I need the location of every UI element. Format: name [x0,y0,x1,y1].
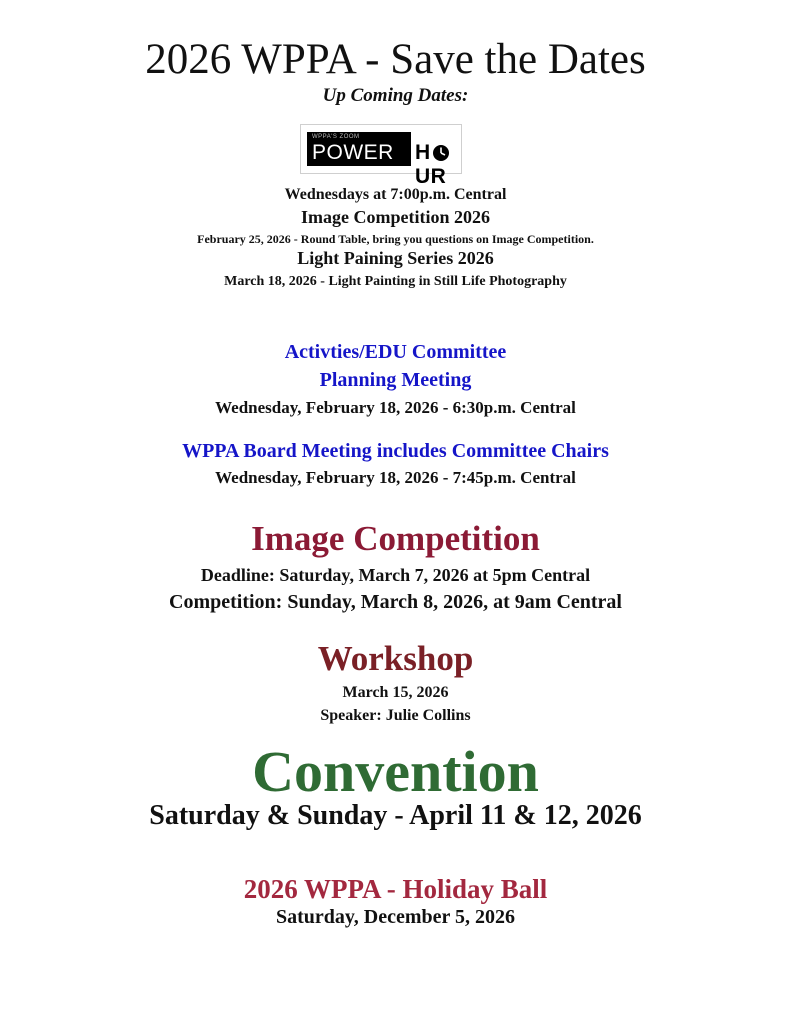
page-title: 2026 WPPA - Save the Dates [145,36,646,83]
power-hour-schedule: Wednesdays at 7:00p.m. Central [284,186,507,203]
edu-committee-title: Activties/EDU Committee [284,341,507,363]
edu-planning-meeting: Planning Meeting [319,369,472,391]
board-meeting-title: WPPA Board Meeting includes Committee Chairs [182,440,609,462]
logo-hour-ur: UR [415,165,447,188]
page-subtitle: Up Coming Dates: [322,85,469,106]
power-hour-logo [300,124,462,188]
holiday-ball-date: Saturday, December 5, 2026 [275,906,516,928]
workshop-heading: Workshop [317,639,474,678]
logo-hour-h: H [415,141,431,164]
workshop-speaker: Speaker: Julie Collins [320,707,471,724]
light-painting-heading: Light Paining Series 2026 [297,248,494,268]
logo-power-text: POWER [312,141,394,164]
convention-dates: Saturday & Sunday - April 11 & 12, 2026 [149,800,642,831]
logo-small-text: WPPA'S ZOOM [312,134,360,140]
image-comp-2026-heading: Image Competition 2026 [301,207,490,227]
image-competition-date: Competition: Sunday, March 8, 2026, at 9am Central [169,591,622,613]
image-comp-2026-detail: February 25, 2026 - Round Table, bring you questions on Image Competition. [197,232,594,246]
convention-heading: Convention [252,739,539,804]
board-meeting-date: Wednesday, February 18, 2026 - 7:45p.m. Central [215,468,576,487]
image-competition-heading: Image Competition [251,519,540,558]
holiday-ball-heading: 2026 WPPA - Holiday Ball [243,874,548,904]
edu-meeting-date: Wednesday, February 18, 2026 - 6:30p.m. Central [215,398,576,417]
workshop-date: March 15, 2026 [342,684,449,701]
image-competition-deadline: Deadline: Saturday, March 7, 2026 at 5pm Central [200,565,591,585]
logo-hour-text [415,141,455,189]
clock-icon [432,144,450,162]
light-painting-detail: March 18, 2026 - Light Painting in Still Life Photography [224,274,567,289]
